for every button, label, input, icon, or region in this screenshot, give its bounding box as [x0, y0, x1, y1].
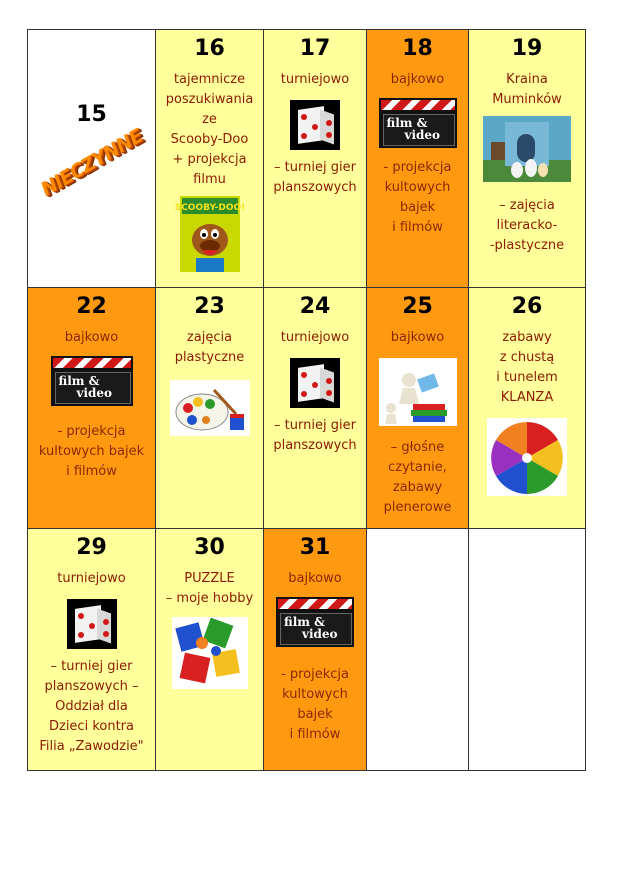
day-title — [469, 328, 585, 408]
text-line: i tunelem — [496, 370, 558, 385]
text-line: i filmów — [66, 464, 117, 479]
text-line: bajek — [399, 200, 436, 215]
day-cell-31 — [263, 528, 367, 771]
klanza-parachute-image — [487, 418, 567, 496]
text-line: Kraina — [506, 72, 548, 87]
paint-palette-image — [170, 380, 250, 436]
puzzle-image — [172, 617, 248, 689]
video-label: video — [76, 386, 113, 400]
text-line: czytanie, — [388, 460, 447, 475]
day-description — [469, 196, 585, 256]
text-line: – turniej gier — [274, 160, 356, 175]
day-cell-24 — [263, 287, 367, 529]
day-title: turniejowo — [280, 330, 350, 345]
day-number: 24 — [299, 294, 331, 319]
text-line: Filia „Zawodzie" — [39, 739, 144, 754]
text-line: - projekcja — [57, 424, 126, 439]
text-line: i filmów — [392, 220, 443, 235]
video-label: video — [404, 128, 441, 142]
day-cell-15 — [27, 29, 156, 288]
day-number: 22 — [76, 294, 107, 319]
day-cell-19 — [468, 29, 586, 288]
text-line: – turniej gier — [274, 418, 356, 433]
day-cell-17 — [263, 29, 367, 288]
day-number: 23 — [194, 294, 225, 319]
text-line: – głośne — [390, 440, 445, 455]
text-line: planszowych — [273, 438, 357, 453]
day-description — [264, 416, 366, 456]
day-cell-25 — [366, 287, 469, 529]
day-description — [156, 70, 263, 190]
dice-icon — [290, 100, 340, 150]
text-line: zabawy — [392, 480, 443, 495]
text-line: poszukiwania — [165, 92, 254, 107]
text-line: - projekcja — [383, 160, 452, 175]
day-number: 19 — [511, 36, 543, 61]
film-video-icon — [51, 356, 133, 406]
text-line: bajek — [297, 707, 333, 722]
text-line: planszowych – — [44, 679, 139, 694]
text-line: -plastyczne — [489, 238, 565, 253]
text-line: kultowych — [384, 180, 451, 195]
dice-icon — [67, 599, 117, 649]
day-description — [28, 422, 155, 482]
text-line: PUZZLE — [184, 571, 235, 586]
day-title: turniejowo — [280, 72, 350, 87]
day-cell-18 — [366, 29, 469, 288]
day-number: 15 — [76, 102, 107, 127]
day-title: bajkowo — [390, 72, 445, 87]
day-number: 25 — [402, 294, 433, 319]
day-cell-29 — [27, 528, 156, 771]
empty-cell — [468, 528, 586, 771]
text-line: filmu — [193, 172, 226, 187]
text-line: kultowych — [282, 687, 348, 702]
day-title — [469, 70, 585, 110]
day-cell-23 — [155, 287, 264, 529]
day-cell-26 — [468, 287, 586, 529]
moomin-house-image — [483, 116, 571, 182]
film-video-icon — [379, 98, 457, 148]
text-line: ze — [202, 112, 217, 127]
text-line: – moje hobby — [165, 591, 254, 606]
scooby-logo-text: SCOOBY-DOO! — [174, 203, 245, 213]
dice-icon — [290, 358, 340, 408]
scooby-doo-image — [174, 196, 245, 272]
text-line: KLANZA — [500, 390, 554, 405]
day-description — [264, 665, 366, 745]
day-title: bajkowo — [390, 330, 445, 345]
day-description — [367, 158, 468, 238]
day-number: 29 — [76, 535, 107, 560]
film-video-icon — [276, 597, 354, 647]
text-line: Scooby-Doo — [170, 132, 249, 147]
video-label: video — [302, 627, 338, 641]
text-line: – turniej gier — [50, 659, 133, 674]
day-title: bajkowo — [64, 330, 119, 345]
day-title — [156, 569, 263, 609]
film-label: film & — [284, 615, 325, 629]
day-title: bajkowo — [288, 571, 342, 586]
text-line: plenerowe — [383, 500, 452, 515]
film-label: film & — [58, 374, 100, 388]
reading-figure-image — [379, 358, 457, 426]
text-line: literacko- — [496, 218, 558, 233]
text-line: i filmów — [289, 727, 341, 742]
day-number: 17 — [299, 36, 331, 61]
day-description — [367, 438, 468, 518]
day-title — [156, 328, 263, 368]
day-number: 16 — [194, 36, 225, 61]
text-line: – zajęcia — [499, 198, 555, 213]
day-cell-30 — [155, 528, 264, 771]
text-line: - projekcja — [281, 667, 349, 682]
day-cell-16 — [155, 29, 264, 288]
text-line: zajęcia — [186, 330, 233, 345]
day-description — [264, 158, 366, 198]
text-line: Oddział dla — [55, 699, 128, 714]
closed-sign: NIECZYNNE — [38, 124, 145, 202]
text-line: Dzieci kontra — [48, 719, 134, 734]
day-number: 26 — [511, 294, 543, 319]
text-line: plastyczne — [174, 350, 245, 365]
text-line: planszowych — [273, 180, 357, 195]
text-line: z chustą — [499, 350, 555, 365]
empty-cell — [366, 528, 469, 771]
day-title: turniejowo — [57, 571, 126, 586]
film-label: film & — [386, 116, 428, 130]
text-line: Muminków — [492, 92, 562, 107]
day-number: 18 — [402, 36, 433, 61]
text-line: tajemnicze — [173, 72, 246, 87]
text-line: kultowych bajek — [38, 444, 145, 459]
day-cell-22 — [27, 287, 156, 529]
text-line: + projekcja — [172, 152, 247, 167]
day-number: 31 — [299, 535, 331, 560]
text-line: zabawy — [502, 330, 552, 345]
day-description — [28, 657, 155, 757]
day-number: 30 — [194, 535, 225, 560]
